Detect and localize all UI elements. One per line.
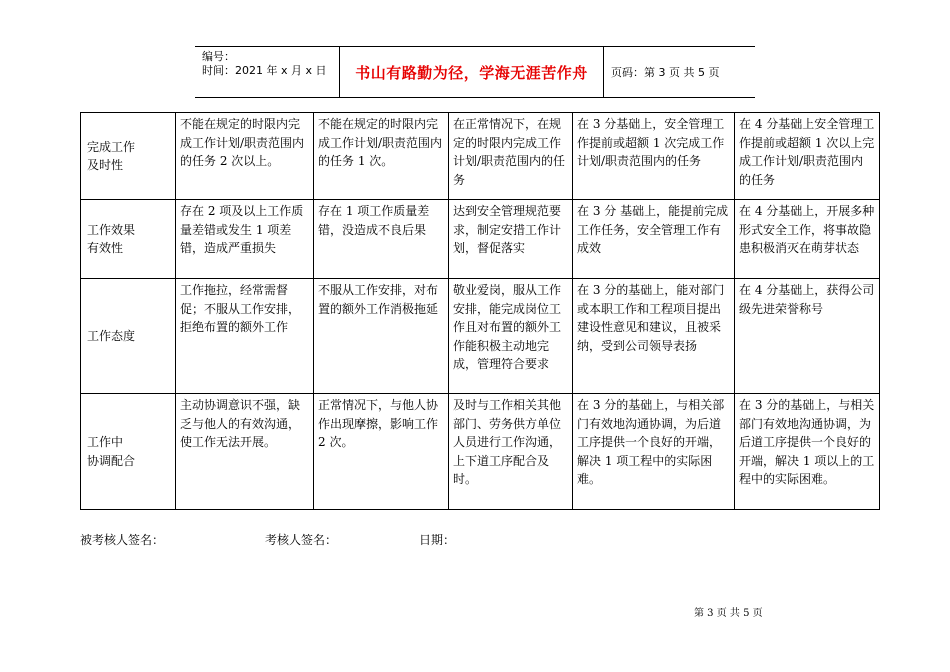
table-cell: 存在 1 项工作质量差错，没造成不良后果 xyxy=(314,200,449,279)
examiner-signature-label: 考核人签名： xyxy=(265,533,338,547)
table-cell: 不能在规定的时限内完成工作计划/职责范围内的任务 1 次。 xyxy=(314,113,449,200)
row-label: 工作中 协调配合 xyxy=(81,394,176,510)
table-cell: 不服从工作安排，对布置的额外工作消极拖延 xyxy=(314,279,449,394)
table-row xyxy=(81,113,880,200)
table-row xyxy=(81,394,880,510)
header-info-cell xyxy=(195,47,340,97)
table-cell: 不能在规定的时限内完成工作计划/职责范围内的任务 2 次以上。 xyxy=(176,113,314,200)
table-cell: 在 4 分基础上安全管理工作提前或超额 1 次以上完成工作计划/职责范围内的任务 xyxy=(735,113,880,200)
code-label: 编号： xyxy=(202,50,235,63)
table-cell: 敬业爱岗，服从工作安排，能完成岗位工作且对布置的额外工作能积极主动地完成，管理符合要求 xyxy=(449,279,573,394)
table-cell: 正常情况下，与他人协作出现摩擦，影响工作 2 次。 xyxy=(314,394,449,510)
table-cell: 在 3 分的基础上，与相关部门有效地沟通协调，为后道工序提供一个良好的开端，解决 1 项工程中的实际困难。 xyxy=(573,394,735,510)
time-label: 时间：2021 年 x 月 x 日 xyxy=(202,64,327,77)
table-cell: 主动协调意识不强，缺乏与他人的有效沟通，使工作无法开展。 xyxy=(176,394,314,510)
table-cell: 在 4 分基础上，开展多种形式安全工作，将事故隐患积极消灭在萌芽状态 xyxy=(735,200,880,279)
table-cell: 工作拖拉，经常需督促；不服从工作安排，拒绝布置的额外工作 xyxy=(176,279,314,394)
table-cell: 在正常情况下，在规定的时限内完成工作计划/职责范围内的任务 xyxy=(449,113,573,200)
table-row xyxy=(81,279,880,394)
table-cell: 及时与工作相关其他部门、劳务供方单位人员进行工作沟通，上下道工序配合及时。 xyxy=(449,394,573,510)
table-row xyxy=(81,200,880,279)
table-cell: 在 3 分 基础上，能提前完成工作任务，安全管理工作有成效 xyxy=(573,200,735,279)
examinee-signature-label: 被考核人签名： xyxy=(80,533,165,547)
table-cell: 在 3 分的基础上，能对部门或本职工作和工程项目提出建设性意见和建议，且被采纳，受到公司领导表扬 xyxy=(573,279,735,394)
page-footer: 第 3 页 共 5 页 xyxy=(694,608,763,619)
row-label: 工作效果 有效性 xyxy=(81,200,176,279)
signature-line xyxy=(80,531,700,549)
table-cell: 存在 2 项及以上工作质量差错或发生 1 项差错，造成严重损失 xyxy=(176,200,314,279)
table-cell: 在 3 分基础上，安全管理工作提前或超额 1 次完成工作计划/职责范围内的任务 xyxy=(573,113,735,200)
page-header xyxy=(195,46,755,98)
table-cell: 在 4 分基础上，获得公司级先进荣誉称号 xyxy=(735,279,880,394)
header-page-label: 页码：第 3 页 共 5 页 xyxy=(611,66,720,79)
row-label: 工作态度 xyxy=(81,279,176,394)
header-motto: 书山有路勤为径，学海无涯苦作舟 xyxy=(340,47,604,97)
date-label: 日期： xyxy=(419,533,456,547)
evaluation-table xyxy=(80,112,880,510)
table-cell: 在 3 分的基础上，与相关部门有效地沟通协调，为后道工序提供一个良好的开端，解决 1 项以上的工程中的实际困难。 xyxy=(735,394,880,510)
table-cell: 达到安全管理规范要求，制定安措工作计划，督促落实 xyxy=(449,200,573,279)
row-label: 完成工作 及时性 xyxy=(81,113,176,200)
